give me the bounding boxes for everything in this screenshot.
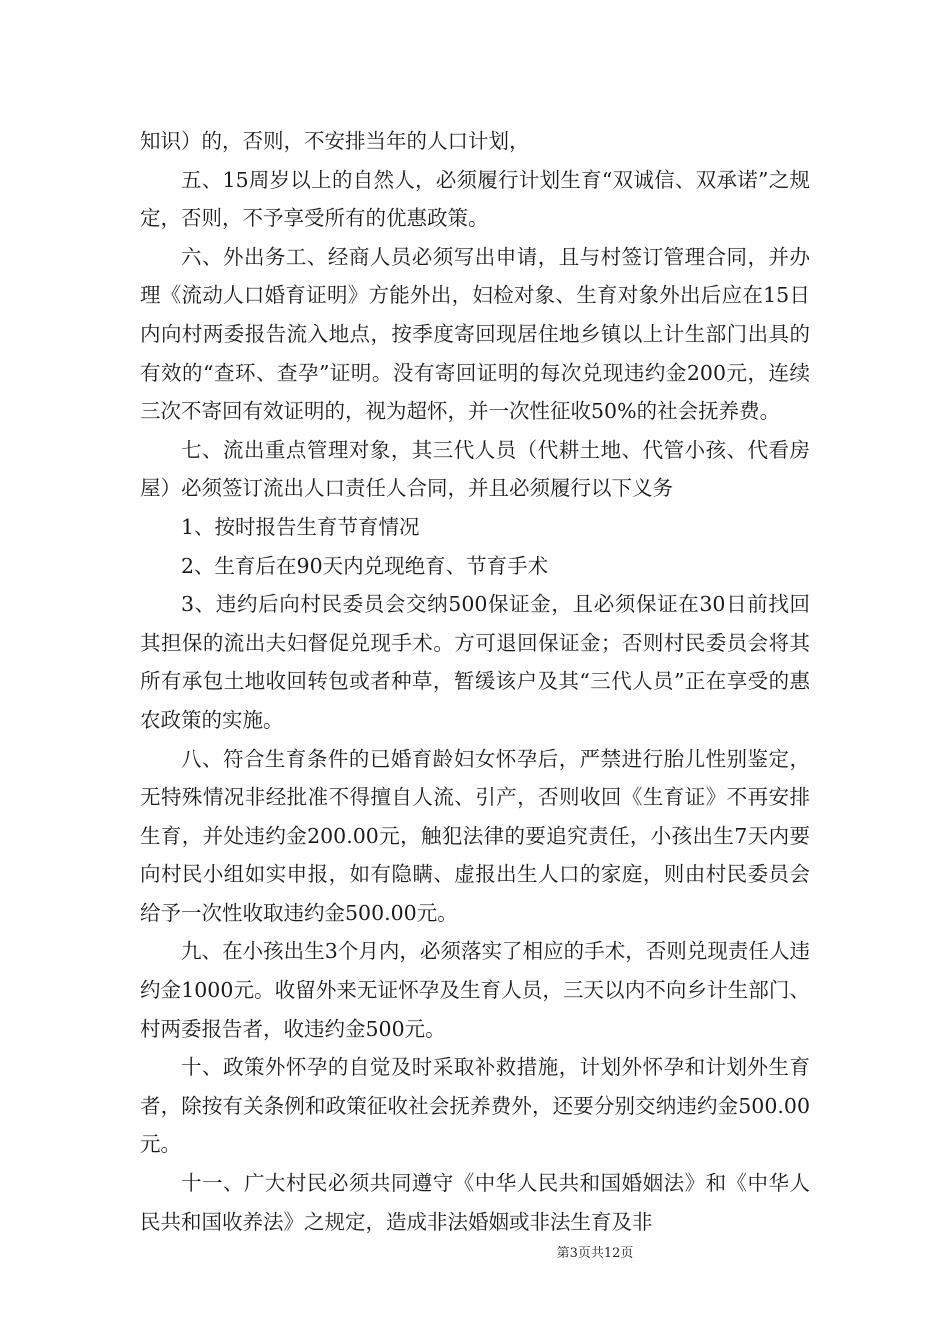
paragraph-item-7: 七、流出重点管理对象，其三代人员（代耕土地、代管小孩、代看房屋）必须签订流出人口责任人合同，并且必须履行以下义务 bbox=[140, 437, 810, 501]
paragraph-item-8: 八、符合生育条件的已婚育龄妇女怀孕后，严禁进行胎儿性别鉴定，无特殊情况非经批准不得擅自人流、引产，否则收回《生育证》不再安排生育，并处违约金200.00元，触犯法律的要追究责任，小孩出生7天内要向村民小组如实申报，如有隐瞒、虚报出生人口的家庭，则由村民委员会给予一次性收取违约金500.00元。 bbox=[140, 746, 810, 925]
paragraph-item-11: 十一、广大村民必须共同遵守《中华人民共和国婚姻法》和《中华人民共和国收养法》之规定，造成非法婚姻或非法生育及非 bbox=[140, 1171, 810, 1234]
paragraph-item-6: 六、外出务工、经商人员必须写出申请，且与村签订管理合同，并办理《流动人口婚育证明》方能外出，妇检对象、生育对象外出后应在15日内向村两委报告流入地点，按季度寄回现居住地乡镇以上计生部门出具的有效的“查环、查孕”证明。没有寄回证明的每次兑现违约金200元，连续三次不寄回有效证明的，视为超怀，并一次性征收50%的社会抚养费。 bbox=[140, 244, 810, 424]
paragraph-continuation: 知识）的，否则，不安排当年的人口计划， bbox=[140, 129, 530, 153]
paragraph-item-5: 五、15周岁以上的自然人，必须履行计划生育“双诚信、双承诺”之规定，否则，不予享受所有的优惠政策。 bbox=[140, 167, 810, 231]
paragraph-item-7-duty-3: 3、违约后向村民委员会交纳500保证金，且必须保证在30日前找回其担保的流出夫妇督促兑现手术。方可退回保证金；否则村民委员会将其所有承包土地收回转包或者种草，暂缓该户及其“三代人员”正在享受的惠农政策的实施。 bbox=[140, 592, 810, 732]
paragraph-item-7-duty-2: 2、生育后在90天内兑现绝育、节育手术 bbox=[181, 553, 549, 578]
paragraph-item-9: 九、在小孩出生3个月内，必须落实了相应的手术，否则兑现责任人违约金1000元。收留外来无证怀孕及生育人员，三天以内不向乡计生部门、村两委报告者，收违约金500元。 bbox=[140, 939, 810, 1041]
page-number: 第3页共12页 bbox=[556, 1246, 634, 1261]
paragraph-item-7-duty-1: 1、按时报告生育节育情况 bbox=[181, 514, 420, 539]
document-body bbox=[140, 122, 810, 1241]
page-footer bbox=[0, 1242, 950, 1261]
paragraph-item-10: 十、政策外怀孕的自觉及时采取补救措施，计划外怀孕和计划外生育者，除按有关条例和政策征收社会抚养费外，还要分别交纳违约金500.00元。 bbox=[140, 1055, 810, 1157]
